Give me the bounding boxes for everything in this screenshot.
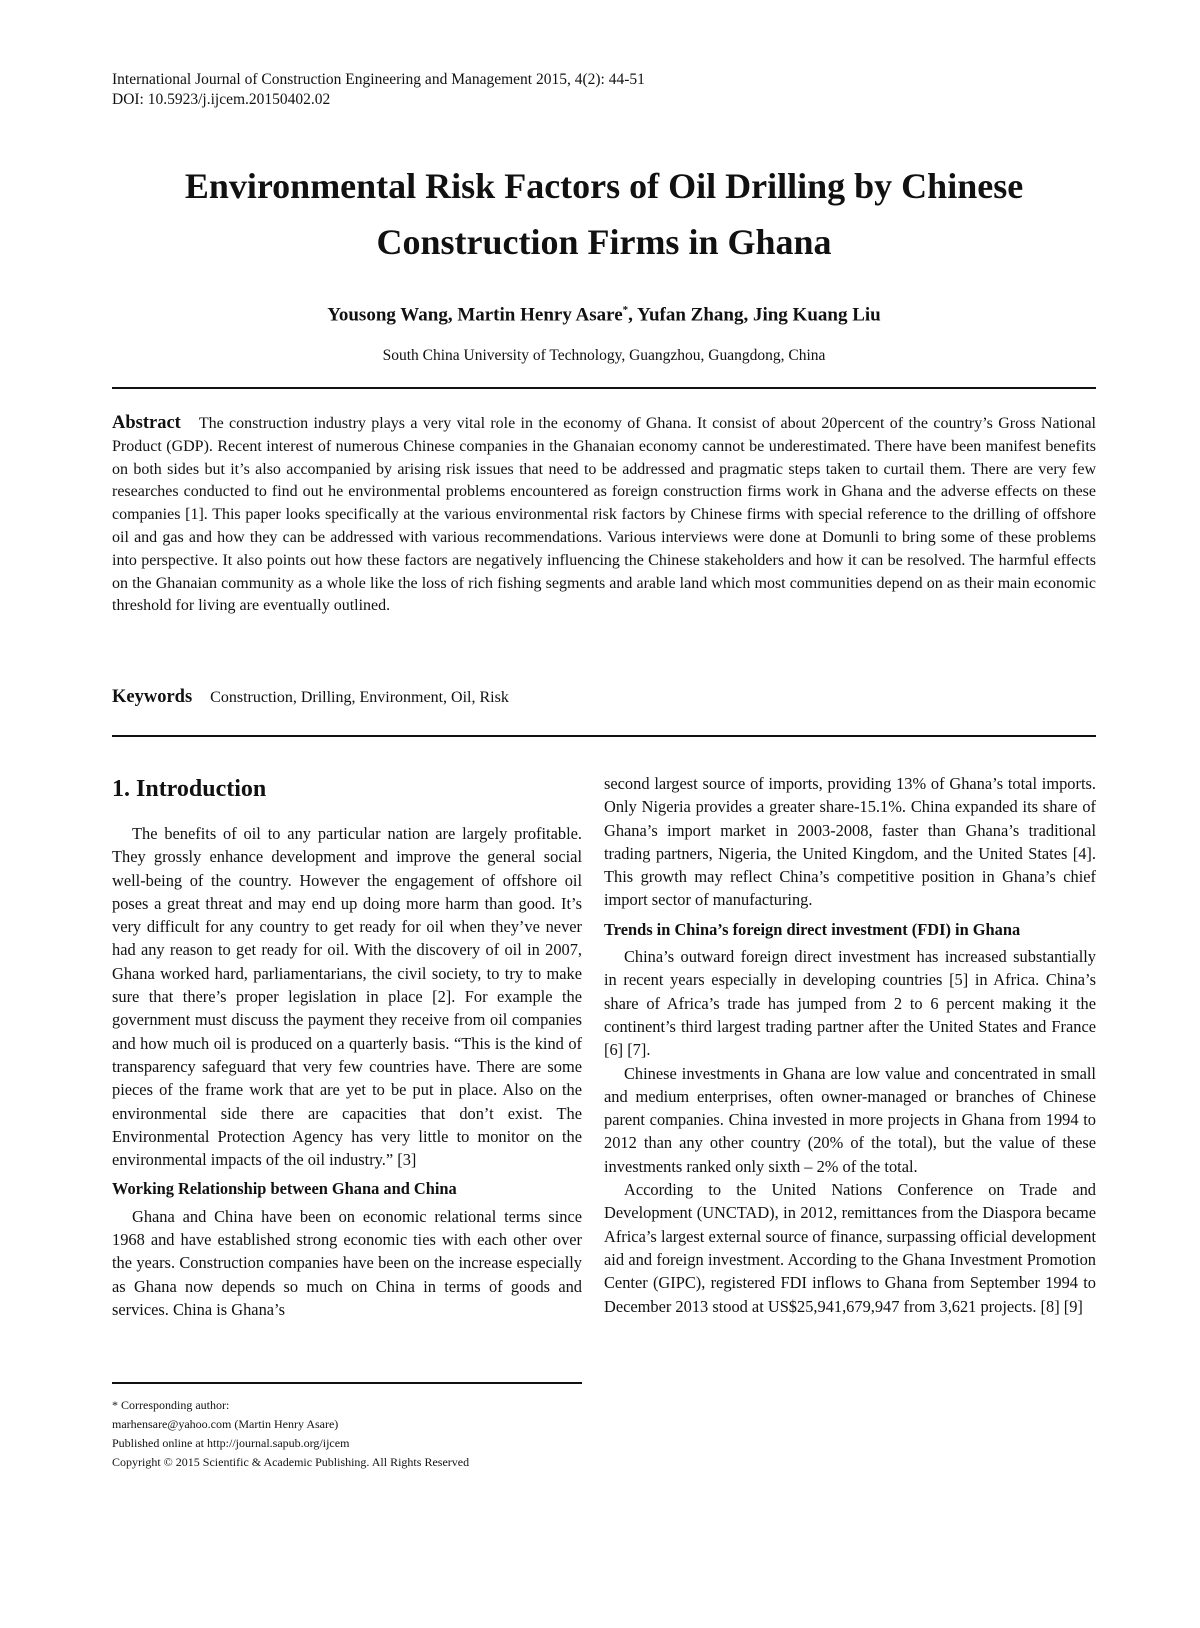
abstract	[112, 412, 1096, 618]
published-online-note[interactable]: Published online at http://journal.sapub.org/ijcem	[112, 1436, 350, 1450]
fdi-trends-heading: Trends in China’s foreign direct investment (FDI) in Ghana	[604, 919, 1021, 939]
top-divider	[112, 387, 1096, 389]
keywords-text: Construction, Drilling, Environment, Oil, Risk	[210, 689, 509, 706]
intro-paragraph: The benefits of oil to any particular nation are largely profitable. They grossly enhance development and improve the general social well-being of the country. However the engagement of offshore oil poses a great threat and may end up doing more harm than good. It’s very difficult for any country to get ready for oil when they’ve never had any reason to get ready for oil. With the discovery of oil in 2007, Ghana worked hard, parliamentarians, the civil society, to try to make sure that there’s proper legislation in place [2]. For example the government must discuss the payment they receive from oil companies and how much oil is produced on a quarterly basis. “This is the kind of transparency safeguard that very few countries have. There are some pieces of the frame work that are yet to be put in place. Also on the environmental side there are capacities that don’t exist. The Environmental Protection Agency has very little to monitor on the environmental impacts of the oil industry.” [3]	[112, 824, 582, 1170]
keywords	[112, 686, 1096, 709]
section-divider	[112, 735, 1096, 737]
corresponding-mark: *	[622, 304, 629, 316]
working-relationship-heading: Working Relationship between Ghana and China	[112, 1179, 457, 1199]
corresponding-author-note: * Corresponding author:	[112, 1398, 230, 1412]
right-column	[604, 772, 1096, 1318]
introduction-heading: 1. Introduction	[112, 776, 267, 802]
copyright-note: Copyright © 2015 Scientific & Academic Publishing. All Rights Reserved	[112, 1455, 470, 1469]
doi-line: DOI: 10.5923/j.ijcem.20150402.02	[112, 91, 331, 108]
fdi-paragraph-3: According to the United Nations Conference on Trade and Development (UNCTAD), in 2012, remittances from the Diaspora became Africa’s largest external source of finance, surpassing official development aid and foreign investment. According to the Ghana Investment Promotion Center (GIPC), registered FDI inflows to Ghana from September 1994 to December 2013 stood at US$25,941,679,947 from 3,621 projects. [8] [9]	[604, 1180, 1096, 1316]
journal-citation: International Journal of Construction Engineering and Management 2015, 4(2): 44-51	[112, 71, 645, 88]
authors-after: , Yufan Zhang, Jing Kuang Liu	[628, 304, 881, 326]
fdi-paragraph-1: China’s outward foreign direct investment has increased substantially in recent years especially in developing countries [5] in Africa. China’s share of Africa’s trade has jumped from 2 to 6 percent making it the continent’s third largest trading partner after the United States and France [6] [7].	[604, 947, 1096, 1060]
title-line-1: Environmental Risk Factors of Oil Drilling by Chinese	[184, 166, 1024, 206]
affiliation: South China University of Technology, Guangzhou, Guangdong, China	[382, 347, 826, 364]
footnote-divider	[112, 1382, 582, 1384]
abstract-text: The construction industry plays a very vital role in the economy of Ghana. It consist of about 20percent of the country’s Gross National Product (GDP). Recent interest of numerous Chinese companies in the Ghanaian economy cannot be underestimated. There have been manifest benefits on both sides but it’s also accompanied by arising risk issues that need to be addressed and pragmatic steps taken to curtail them. There are very few researches conducted to find out he environmental problems encountered as foreign construction firms work in Ghana and the adverse effects on these companies [1]. This paper looks specifically at the various environmental risk factors by Chinese firms with special reference to the drilling of offshore oil and gas and how they can be addressed with various recommendations. Various interviews were done at Domunli to bring some of these problems into perspective. It also points out how these factors are negatively influencing the Chinese stakeholders and how it can be resolved. The harmful effects on the Ghanaian community as a whole like the loss of rich fishing segments and arable land which most communities depend on as their main economic threshold for living are eventually outlined.	[112, 415, 1096, 615]
imports-paragraph: second largest source of imports, providing 13% of Ghana’s total imports. Only Nigeria provides a greater share-15.1%. China expanded its share of Ghana’s import market in 2003-2008, faster than Ghana’s traditional trading partners, Nigeria, the United Kingdom, and the United States [4]. This growth may reflect China’s competitive position in Ghana’s chief import sector of manufacturing.	[604, 774, 1096, 910]
journal-header	[112, 70, 645, 110]
left-column	[112, 770, 582, 1321]
paper-title	[112, 158, 1096, 270]
author-email[interactable]: marhensare@yahoo.com (Martin Henry Asare)	[112, 1417, 339, 1431]
footnotes	[112, 1396, 582, 1472]
keywords-label: Keywords	[112, 687, 193, 707]
title-line-2: Construction Firms in Ghana	[376, 222, 832, 262]
abstract-label: Abstract	[112, 413, 181, 433]
fdi-paragraph-2: Chinese investments in Ghana are low value and concentrated in small and medium enterprises, often owner-managed or branches of Chinese parent companies. China invested in more projects in Ghana from 1994 to 2012 than any other country (20% of the total), but the value of these investments ranked only sixth – 2% of the total.	[604, 1063, 1096, 1176]
author-list	[112, 298, 1096, 327]
working-relationship-paragraph: Ghana and China have been on economic relational terms since 1968 and have established strong economic ties with each other over the years. Construction companies have been on the increase especially as Ghana now depends so much on China in terms of goods and services. China is Ghana’s	[112, 1206, 582, 1319]
authors-before: Yousong Wang, Martin Henry Asare	[327, 304, 623, 326]
